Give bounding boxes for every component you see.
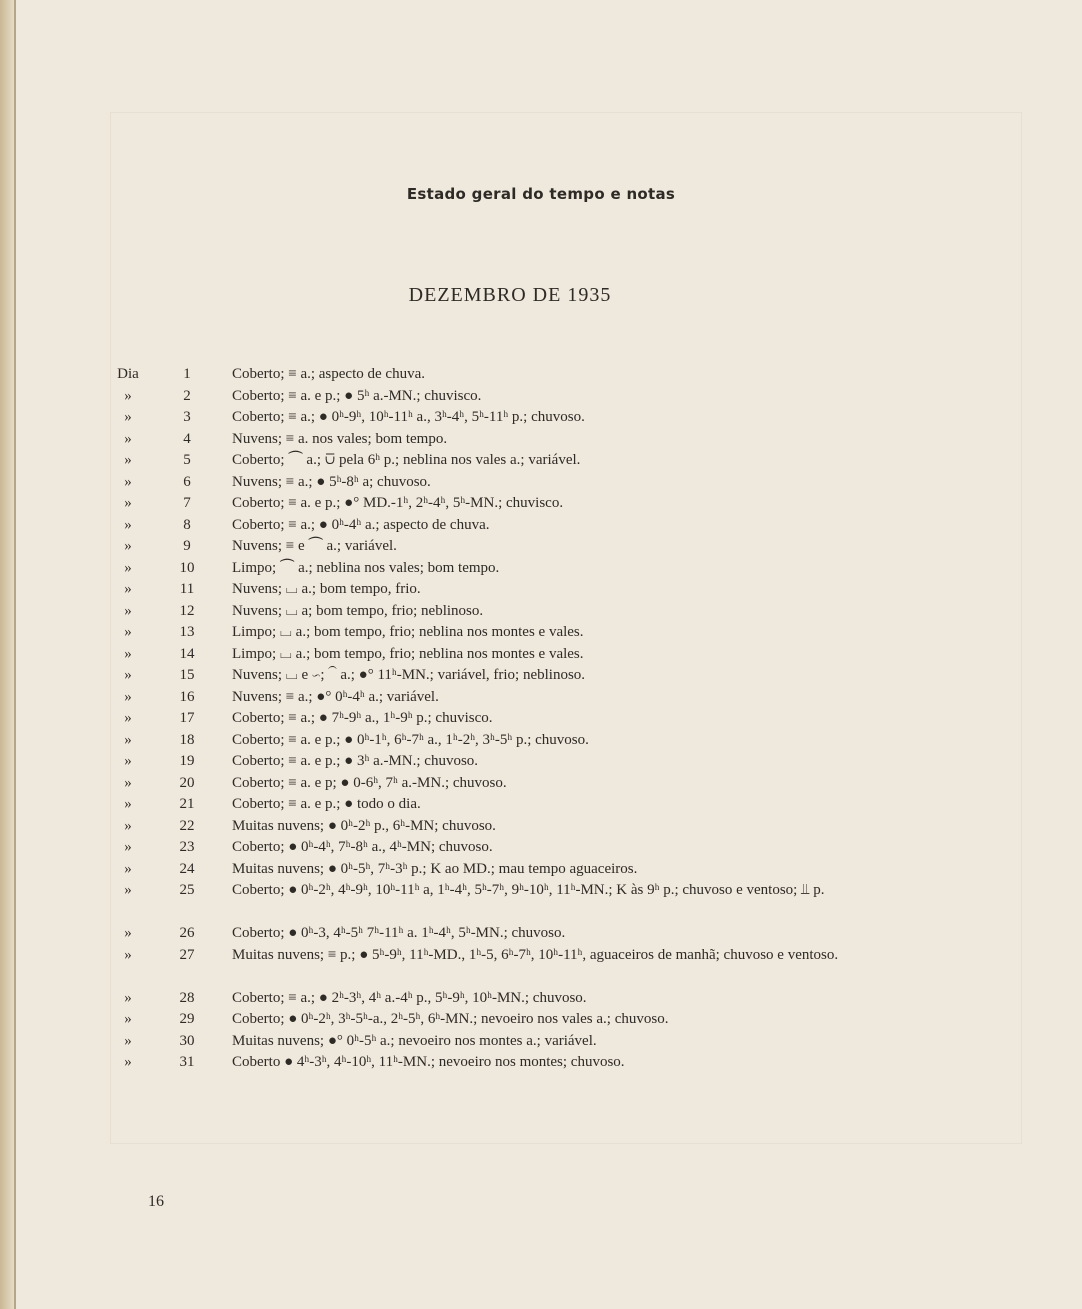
- row-label: »: [124, 882, 132, 898]
- day-number: 13: [179, 624, 195, 640]
- day-number: 21: [179, 796, 195, 812]
- day-number: 6: [183, 473, 191, 490]
- day-number: 28: [179, 989, 195, 1006]
- weather-note: Coberto; ≡ a. e p.; ● 5ʰ a.-MN.; chuvisco.: [232, 387, 482, 404]
- weather-note: Coberto; ≡ a.; ● 0ʰ-4ʰ a.; aspecto de chuva.: [232, 516, 490, 533]
- day-number: 15: [179, 667, 195, 683]
- weather-note: Coberto; ≡ a. e p.; ● 0ʰ-1ʰ, 6ʰ-7ʰ a., 1ʰ-2ʰ, 3ʰ-5ʰ p.; chuvoso.: [232, 731, 589, 748]
- table-row: [0, 644, 1082, 666]
- table-row: [0, 429, 1082, 451]
- table-row: [0, 407, 1082, 429]
- day-number: 12: [179, 602, 195, 619]
- section-title: Estado geral do tempo e notas: [406, 185, 676, 203]
- weather-note: Nuvens; ≡ a.; ● 5ʰ-8ʰ a; chuvoso.: [232, 473, 431, 490]
- table-row: [0, 1031, 1082, 1053]
- row-label: »: [124, 559, 132, 576]
- weather-note: Muitas nuvens; ● 0ʰ-2ʰ p., 6ʰ-MN; chuvoso.: [232, 817, 496, 834]
- table-row: [0, 794, 1082, 816]
- row-label: Dia: [117, 366, 139, 382]
- row-label: »: [124, 602, 132, 619]
- table-row: [0, 1052, 1082, 1074]
- table-row: [0, 687, 1082, 709]
- weather-note: Coberto ● 4ʰ-3ʰ, 4ʰ-10ʰ, 11ʰ-MN.; nevoeiro nos montes; chuvoso.: [232, 1054, 625, 1070]
- row-label: »: [124, 1032, 132, 1049]
- weather-note: Coberto; ≡ a.; ● 0ʰ-9ʰ, 10ʰ-11ʰ a., 3ʰ-4ʰ, 5ʰ-11ʰ p.; chuvoso.: [232, 409, 585, 425]
- weather-note: Coberto; ⏜ a.; ⩂ pela 6ʰ p.; neblina nos vales a.; variável.: [232, 452, 581, 468]
- day-number: 8: [183, 516, 191, 533]
- row-label: »: [124, 860, 132, 877]
- day-number: 1: [183, 366, 191, 382]
- day-number: 11: [179, 581, 195, 597]
- row-label: »: [124, 430, 132, 447]
- table-row: [0, 988, 1082, 1010]
- day-number: 24: [179, 860, 195, 877]
- row-label: »: [124, 387, 132, 404]
- weather-note: Muitas nuvens; ● 0ʰ-5ʰ, 7ʰ-3ʰ p.; K ao MD.; mau tempo aguaceiros.: [232, 860, 638, 877]
- row-label: »: [124, 645, 132, 662]
- row-label: »: [124, 1011, 132, 1027]
- weather-notes-table: [0, 364, 1082, 1074]
- row-label: »: [124, 688, 132, 705]
- table-row: [0, 579, 1082, 601]
- day-number: 10: [179, 559, 195, 576]
- table-row: [0, 730, 1082, 752]
- weather-note: Coberto; ≡ a. e p.; ●° MD.-1ʰ, 2ʰ-4ʰ, 5ʰ-MN.; chuvisco.: [232, 495, 564, 511]
- day-number: 30: [179, 1032, 195, 1049]
- day-number: 29: [179, 1011, 195, 1027]
- day-number: 3: [183, 409, 191, 425]
- weather-note: Coberto; ● 0ʰ-4ʰ, 7ʰ-8ʰ a., 4ʰ-MN; chuvoso.: [232, 839, 493, 855]
- table-row: [0, 665, 1082, 687]
- weather-note: Nuvens; ⌴ e ∽; ⏜ a.; ●° 11ʰ-MN.; variável, frio; neblinoso.: [232, 667, 586, 683]
- weather-note: Nuvens; ⌴ a.; bom tempo, frio.: [232, 581, 421, 597]
- day-number: 4: [183, 430, 191, 447]
- row-label: »: [124, 946, 132, 963]
- table-row: [0, 923, 1082, 945]
- row-label: »: [124, 774, 132, 791]
- weather-note: Nuvens; ≡ e ⏜ a.; variável.: [232, 538, 397, 554]
- row-label: »: [124, 989, 132, 1006]
- row-label: »: [124, 710, 132, 726]
- table-row: [0, 493, 1082, 515]
- weather-note: Coberto; ● 0ʰ-3, 4ʰ-5ʰ 7ʰ-11ʰ a. 1ʰ-4ʰ, 5ʰ-MN.; chuvoso.: [232, 925, 566, 941]
- day-number: 19: [179, 753, 195, 769]
- weather-note: Limpo; ⌴ a.; bom tempo, frio; neblina nos montes e vales.: [232, 645, 584, 662]
- weather-note: Coberto; ● 0ʰ-2ʰ, 4ʰ-9ʰ, 10ʰ-11ʰ a, 1ʰ-4ʰ, 5ʰ-7ʰ, 9ʰ-10ʰ, 11ʰ-MN.; K às 9ʰ p.; chuvoso e ventoso; ⫫ p.: [232, 882, 825, 898]
- day-number: 17: [179, 710, 195, 726]
- row-label: »: [124, 452, 132, 468]
- row-label: »: [124, 538, 132, 554]
- row-label: »: [124, 473, 132, 490]
- table-row: [0, 450, 1082, 472]
- weather-note: Limpo; ⏜ a.; neblina nos vales; bom tempo.: [232, 559, 500, 576]
- day-number: 14: [179, 645, 195, 662]
- table-row: [0, 773, 1082, 795]
- weather-note: Coberto; ≡ a. e p.; ● todo o dia.: [232, 796, 421, 812]
- weather-note: Coberto; ≡ a. e p; ● 0-6ʰ, 7ʰ a.-MN.; chuvoso.: [232, 774, 507, 791]
- table-row: [0, 558, 1082, 580]
- table-row: [0, 1009, 1082, 1031]
- table-row: [0, 364, 1082, 386]
- weather-note: Coberto; ● 0ʰ-2ʰ, 3ʰ-5ʰ-a., 2ʰ-5ʰ, 6ʰ-MN.; nevoeiro nos vales a.; chuvoso.: [232, 1011, 669, 1027]
- day-number: 2: [183, 387, 191, 404]
- row-label: »: [124, 925, 132, 941]
- table-row: [0, 880, 1082, 923]
- page-number: 16: [148, 1193, 164, 1210]
- weather-note: Limpo; ⌴ a.; bom tempo, frio; neblina nos montes e vales.: [232, 624, 584, 640]
- weather-note: Muitas nuvens; ≡ p.; ● 5ʰ-9ʰ, 11ʰ-MD., 1ʰ-5, 6ʰ-7ʰ, 10ʰ-11ʰ, aguaceiros de manhã; chuvoso e ventoso.: [232, 946, 839, 963]
- table-row: [0, 472, 1082, 494]
- row-label: »: [124, 495, 132, 511]
- day-number: 26: [179, 925, 195, 941]
- day-number: 16: [179, 688, 195, 705]
- row-label: »: [124, 581, 132, 597]
- table-row: [0, 708, 1082, 730]
- table-row: [0, 859, 1082, 881]
- weather-note: Nuvens; ≡ a. nos vales; bom tempo.: [232, 430, 448, 447]
- weather-note: Coberto; ≡ a.; ● 2ʰ-3ʰ, 4ʰ a.-4ʰ p., 5ʰ-9ʰ, 10ʰ-MN.; chuvoso.: [232, 989, 587, 1006]
- day-number: 25: [179, 882, 195, 898]
- weather-note: Coberto; ≡ a.; aspecto de chuva.: [232, 366, 425, 382]
- table-row: [0, 837, 1082, 859]
- day-number: 9: [183, 538, 191, 554]
- weather-note: Nuvens; ≡ a.; ●° 0ʰ-4ʰ a.; variável.: [232, 688, 439, 705]
- table-row: [0, 601, 1082, 623]
- row-label: »: [124, 796, 132, 812]
- weather-note: Nuvens; ⌴ a; bom tempo, frio; neblinoso.: [232, 602, 484, 619]
- table-row: [0, 536, 1082, 558]
- day-number: 31: [179, 1054, 195, 1070]
- day-number: 23: [179, 839, 195, 855]
- table-row: [0, 945, 1082, 988]
- table-row: [0, 386, 1082, 408]
- day-number: 27: [179, 946, 195, 963]
- row-label: »: [124, 516, 132, 533]
- table-row: [0, 622, 1082, 644]
- table-row: [0, 515, 1082, 537]
- row-label: »: [124, 753, 132, 769]
- day-number: 20: [179, 774, 195, 791]
- row-label: »: [124, 624, 132, 640]
- table-row: [0, 751, 1082, 773]
- weather-note: Coberto; ≡ a.; ● 7ʰ-9ʰ a., 1ʰ-9ʰ p.; chuvisco.: [232, 710, 493, 726]
- row-label: »: [124, 667, 132, 683]
- row-label: »: [124, 817, 132, 834]
- day-number: 18: [179, 731, 195, 748]
- row-label: »: [124, 409, 132, 425]
- day-number: 22: [179, 817, 195, 834]
- row-label: »: [124, 1054, 132, 1070]
- weather-note: Coberto; ≡ a. e p.; ● 3ʰ a.-MN.; chuvoso.: [232, 753, 479, 769]
- month-title: DEZEMBRO DE 1935: [408, 284, 612, 306]
- row-label: »: [124, 839, 132, 855]
- weather-note: Muitas nuvens; ●° 0ʰ-5ʰ a.; nevoeiro nos montes a.; variável.: [232, 1032, 597, 1049]
- day-number: 7: [183, 495, 191, 511]
- table-row: [0, 816, 1082, 838]
- day-number: 5: [183, 452, 191, 468]
- row-label: »: [124, 731, 132, 748]
